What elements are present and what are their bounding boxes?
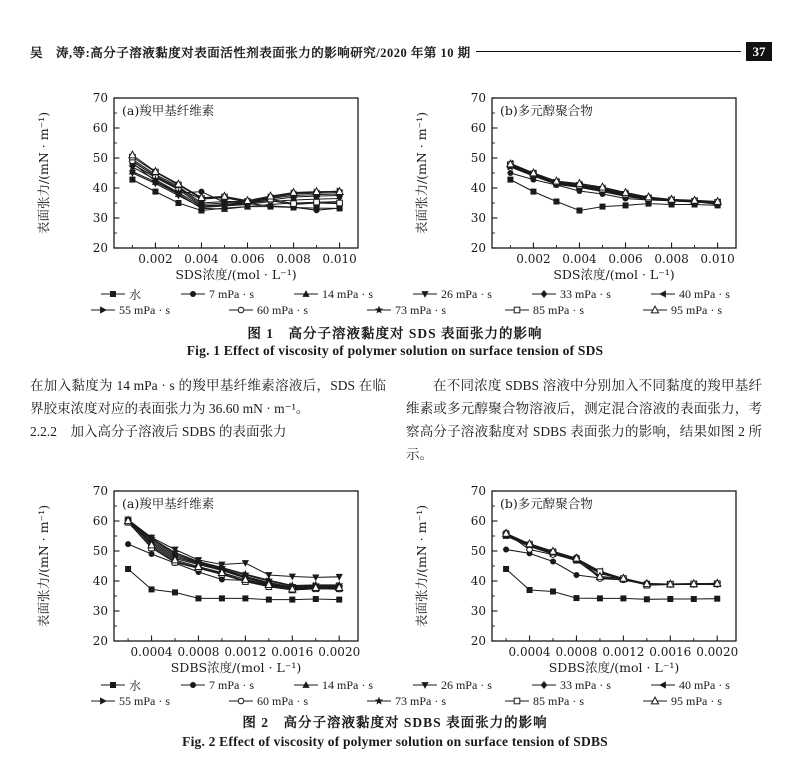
square-open-icon <box>504 695 530 707</box>
legend-item <box>366 303 446 318</box>
series-7 mPa · s <box>503 547 720 588</box>
fig2-chart-b <box>404 483 766 675</box>
fig1-chart-a <box>26 90 388 282</box>
y-tick-label: 40 <box>92 574 108 588</box>
legend-label: 85 mPa · s <box>533 693 584 708</box>
series-line <box>510 167 717 203</box>
legend-label: 14 mPa · s <box>321 286 373 301</box>
y-axis-title: 表面张力/(mN · m⁻¹) <box>414 111 429 235</box>
legend-label: 33 mPa · s <box>559 677 611 692</box>
y-tick-label: 70 <box>470 484 486 498</box>
x-tick-label: 0.008 <box>276 252 311 266</box>
triangle-up-open-icon <box>642 695 668 707</box>
series-line <box>510 166 717 203</box>
x-tick-label: 0.0008 <box>555 645 598 659</box>
legend-item <box>650 287 730 302</box>
legend-item <box>100 286 141 303</box>
legend-label: 14 mPa · s <box>321 677 373 692</box>
legend-item <box>228 303 308 318</box>
legend-label: 40 mPa · s <box>678 677 730 692</box>
panel-title: (a)羧甲基纤维素 <box>122 103 215 118</box>
x-tick-label: 0.0012 <box>602 645 645 659</box>
triangle-up-icon <box>293 288 319 300</box>
legend-item <box>642 694 722 709</box>
legend-item <box>100 677 141 694</box>
legend-item <box>650 678 730 693</box>
x-axis-title: SDBS浓度/(mol · L⁻¹) <box>548 660 680 675</box>
circle-icon <box>180 288 206 300</box>
legend-item <box>504 303 584 318</box>
header-rule <box>476 51 741 52</box>
legend-item <box>412 287 492 302</box>
triangle-right-icon <box>90 695 116 707</box>
legend-label: 水 <box>129 678 142 693</box>
series-line <box>132 167 339 207</box>
legend-item <box>531 678 611 693</box>
legend-label: 7 mPa · s <box>209 286 254 301</box>
legend-item <box>90 694 170 709</box>
series-line <box>128 523 339 590</box>
fig2-caption-zh: 图 2 高分子溶液黏度对 SDBS 表面张力的影响 <box>242 715 548 730</box>
legend-label: 95 mPa · s <box>671 302 722 317</box>
page-number-badge: 37 <box>746 42 772 61</box>
y-tick-label: 30 <box>470 604 486 618</box>
legend-label: 33 mPa · s <box>559 286 611 301</box>
y-axis-title: 表面张力/(mN · m⁻¹) <box>36 504 51 628</box>
legend-row <box>0 286 790 302</box>
x-tick-label: 0.0020 <box>696 645 739 659</box>
y-tick-label: 50 <box>470 151 486 165</box>
legend-label: 95 mPa · s <box>671 693 722 708</box>
triangle-left-icon <box>650 288 676 300</box>
series-33 mPa · s <box>507 160 721 206</box>
square-icon <box>100 679 126 691</box>
y-tick-label: 50 <box>470 544 486 558</box>
legend-item <box>293 287 373 302</box>
plot-frame <box>492 491 736 641</box>
legend-label: 7 mPa · s <box>209 677 254 692</box>
series-水 <box>507 177 720 214</box>
y-tick-label: 20 <box>470 634 486 648</box>
left-paragraph: 在加入黏度为 14 mPa · s 的羧甲基纤维素溶液后，SDS 在临界胶束浓度对应的表面张力为 36.60 mN · m⁻¹。 <box>30 378 386 416</box>
y-tick-label: 20 <box>470 241 486 255</box>
x-tick-label: 0.0016 <box>649 645 692 659</box>
running-title: 吴 涛,等:高分子溶液黏度对表面活性剂表面张力的影响研究/2020 年第 10 期 <box>30 45 471 60</box>
legend-row <box>0 677 790 693</box>
series-line <box>510 166 717 203</box>
x-tick-label: 0.010 <box>322 252 357 266</box>
panel-title: (a)羧甲基纤维素 <box>122 496 215 511</box>
y-tick-label: 30 <box>470 211 486 225</box>
x-tick-label: 0.0020 <box>318 645 361 659</box>
legend-item <box>180 678 254 693</box>
x-axis-title: SDS浓度/(mol · L⁻¹) <box>553 267 675 282</box>
legend-label: 73 mPa · s <box>395 693 446 708</box>
legend-item <box>180 287 254 302</box>
x-tick-label: 0.004 <box>184 252 219 266</box>
fig1-chart-b <box>404 90 766 282</box>
y-tick-label: 60 <box>470 121 486 135</box>
star-icon <box>366 695 392 707</box>
series-26 mPa · s <box>502 532 720 588</box>
fig2-caption-en: Fig. 2 Effect of viscosity of polymer solution on surface tension of SDBS <box>182 734 608 749</box>
fig1-caption-zh: 图 1 高分子溶液黏度对 SDS 表面张力的影响 <box>247 326 543 341</box>
panel-title: (b)多元醇聚合物 <box>500 496 593 511</box>
legend-label: 55 mPa · s <box>119 693 170 708</box>
series-26 mPa · s <box>129 170 343 211</box>
legend-label: 60 mPa · s <box>257 693 308 708</box>
x-tick-label: 0.0012 <box>224 645 267 659</box>
legend-label: 40 mPa · s <box>678 286 730 301</box>
plot-frame <box>114 491 358 641</box>
fig2-legend <box>0 677 790 709</box>
y-axis-title: 表面张力/(mN · m⁻¹) <box>36 111 51 235</box>
y-tick-label: 50 <box>92 544 108 558</box>
y-tick-label: 60 <box>470 514 486 528</box>
right-paragraph: 在不同浓度 SDBS 溶液中分别加入不同黏度的羧甲基纤维素或多元醇聚合物溶液后，测定混合溶液的表面张力，考察高分子溶液黏度对 SDBS 表面张力的影响，结果如图 2 所示。 <box>406 378 762 462</box>
legend-item <box>293 678 373 693</box>
x-tick-label: 0.002 <box>138 252 173 266</box>
series-14 mPa · s <box>507 162 721 206</box>
x-tick-label: 0.008 <box>654 252 689 266</box>
x-tick-label: 0.0004 <box>508 645 551 659</box>
circle-open-icon <box>228 695 254 707</box>
fig1-charts-row <box>26 90 766 282</box>
diamond-icon <box>531 288 557 300</box>
legend-label: 55 mPa · s <box>119 302 170 317</box>
y-tick-label: 50 <box>92 151 108 165</box>
x-tick-label: 0.002 <box>516 252 551 266</box>
y-tick-label: 20 <box>92 634 108 648</box>
x-tick-label: 0.006 <box>230 252 265 266</box>
x-tick-label: 0.010 <box>700 252 735 266</box>
legend-label: 水 <box>129 287 142 302</box>
y-tick-label: 70 <box>92 91 108 105</box>
fig1-caption-en: Fig. 1 Effect of viscosity of polymer solution on surface tension of SDS <box>186 343 604 358</box>
triangle-down-icon <box>412 679 438 691</box>
body-columns <box>30 374 762 466</box>
legend-label: 85 mPa · s <box>533 302 584 317</box>
legend-item <box>531 287 611 302</box>
triangle-left-icon <box>650 679 676 691</box>
legend-label: 73 mPa · s <box>395 302 446 317</box>
y-tick-label: 40 <box>470 181 486 195</box>
section-heading: 2.2.2 加入高分子溶液后 SDBS 的表面张力 <box>30 424 287 439</box>
triangle-up-open-icon <box>642 304 668 316</box>
legend-label: 26 mPa · s <box>440 286 492 301</box>
legend-row <box>0 693 790 709</box>
triangle-up-icon <box>293 679 319 691</box>
fig2-chart-a <box>26 483 388 675</box>
star-icon <box>366 304 392 316</box>
legend-item <box>366 694 446 709</box>
x-tick-label: 0.0008 <box>177 645 220 659</box>
y-tick-label: 30 <box>92 604 108 618</box>
triangle-right-icon <box>90 304 116 316</box>
y-axis-title: 表面张力/(mN · m⁻¹) <box>414 504 429 628</box>
series-line <box>128 521 339 589</box>
series-line <box>128 544 339 590</box>
series-60 mPa · s <box>508 163 721 206</box>
series-40 mPa · s <box>507 160 721 206</box>
y-tick-label: 70 <box>470 91 486 105</box>
x-axis-title: SDBS浓度/(mol · L⁻¹) <box>170 660 302 675</box>
series-55 mPa · s <box>125 517 343 590</box>
y-tick-label: 40 <box>92 181 108 195</box>
legend-label: 26 mPa · s <box>440 677 492 692</box>
diamond-icon <box>531 679 557 691</box>
y-tick-label: 60 <box>92 121 108 135</box>
left-column <box>30 374 386 466</box>
legend-row <box>0 302 790 318</box>
x-axis-title: SDS浓度/(mol · L⁻¹) <box>175 267 297 282</box>
y-tick-label: 20 <box>92 241 108 255</box>
right-column <box>406 374 762 466</box>
series-line <box>510 166 717 204</box>
series-95 mPa · s <box>124 517 342 592</box>
circle-open-icon <box>228 304 254 316</box>
legend-item <box>228 694 308 709</box>
square-open-icon <box>504 304 530 316</box>
panel-title: (b)多元醇聚合物 <box>500 103 593 118</box>
x-tick-label: 0.0004 <box>130 645 173 659</box>
series-85 mPa · s <box>508 162 721 205</box>
x-tick-label: 0.004 <box>562 252 597 266</box>
series-line <box>510 180 717 211</box>
y-tick-label: 40 <box>470 574 486 588</box>
series-95 mPa · s <box>507 160 721 204</box>
circle-icon <box>180 679 206 691</box>
x-tick-label: 0.006 <box>608 252 643 266</box>
triangle-down-icon <box>412 288 438 300</box>
square-icon <box>100 288 126 300</box>
y-tick-label: 30 <box>92 211 108 225</box>
legend-label: 60 mPa · s <box>257 302 308 317</box>
fig1-legend <box>0 286 790 318</box>
y-tick-label: 60 <box>92 514 108 528</box>
legend-item <box>412 678 492 693</box>
fig2-charts-row <box>26 483 766 675</box>
x-tick-label: 0.0016 <box>271 645 314 659</box>
legend-item <box>504 694 584 709</box>
legend-item <box>642 303 722 318</box>
page-header <box>30 42 772 61</box>
legend-item <box>90 303 170 318</box>
y-tick-label: 70 <box>92 484 108 498</box>
